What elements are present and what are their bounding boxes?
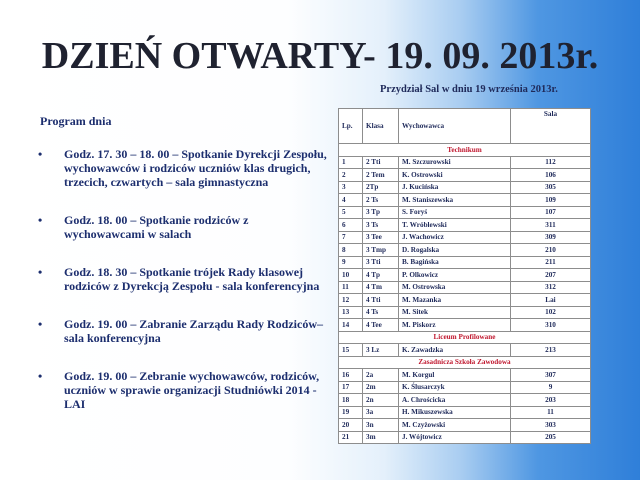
cell-lp: 16 xyxy=(339,369,363,382)
table-row xyxy=(339,194,591,207)
program-heading: Program dnia xyxy=(40,114,112,128)
table-row xyxy=(339,431,591,444)
program-list xyxy=(38,147,328,411)
section-name: Technikum xyxy=(339,144,591,157)
cell-lp: 18 xyxy=(339,394,363,407)
cell-sala: 213 xyxy=(511,344,591,357)
cell-klasa: 2 Tem xyxy=(363,169,399,182)
cell-lp: 3 xyxy=(339,181,363,194)
cell-lp: 5 xyxy=(339,206,363,219)
cell-sala: 207 xyxy=(511,269,591,282)
table-row xyxy=(339,319,591,332)
cell-wychowawca: M. Szczurowski xyxy=(399,156,511,169)
cell-klasa: 2m xyxy=(363,381,399,394)
bullet-icon: • xyxy=(38,213,43,227)
program-section xyxy=(38,114,328,435)
cell-klasa: 4 Ts xyxy=(363,306,399,319)
cell-klasa: 2a xyxy=(363,369,399,382)
bullet-icon: • xyxy=(38,147,43,161)
cell-klasa: 3n xyxy=(363,419,399,432)
cell-sala: 310 xyxy=(511,319,591,332)
cell-lp: 4 xyxy=(339,194,363,207)
table-row xyxy=(339,256,591,269)
cell-wychowawca: M. Sitek xyxy=(399,306,511,319)
cell-wychowawca: K. Ślusarczyk xyxy=(399,381,511,394)
cell-sala: 312 xyxy=(511,281,591,294)
program-item: • Godz. 18. 30 – Spotkanie trójek Rady klasowej rodziców z Dyrekcją Zespołu - sala konferencyjna xyxy=(38,265,320,293)
cell-klasa: 4 Tee xyxy=(363,319,399,332)
table-row xyxy=(339,181,591,194)
table-row xyxy=(339,269,591,282)
cell-wychowawca: D. Rogalska xyxy=(399,244,511,257)
program-item: • Godz. 17. 30 – 18. 00 – Spotkanie Dyrekcji Zespołu, wychowawców i rodziców uczniów klas drugich, trzecich, czwartych – sala gimnastyczna xyxy=(38,147,327,189)
cell-klasa: 2Tp xyxy=(363,181,399,194)
program-item: • Godz. 19. 00 – Zebranie wychowawców, rodziców, uczniów w sprawie organizacji Studniówki 2014 - LAI xyxy=(38,369,320,411)
cell-wychowawca: A. Chrościcka xyxy=(399,394,511,407)
cell-klasa: 3 Tmp xyxy=(363,244,399,257)
table-row xyxy=(339,294,591,307)
cell-sala: 203 xyxy=(511,394,591,407)
cell-klasa: 3 Tti xyxy=(363,256,399,269)
cell-wychowawca: M. Staniszewska xyxy=(399,194,511,207)
table-row xyxy=(339,406,591,419)
cell-sala: 112 xyxy=(511,156,591,169)
table-header-row xyxy=(339,109,591,144)
cell-klasa: 4 Tm xyxy=(363,281,399,294)
cell-wychowawca: T. Wróblewski xyxy=(399,219,511,232)
table-row xyxy=(339,381,591,394)
page-title: DZIEŃ OTWARTY- 19. 09. 2013r. xyxy=(41,35,599,77)
cell-sala: 9 xyxy=(511,381,591,394)
cell-wychowawca: K. Ostrowski xyxy=(399,169,511,182)
cell-lp: 13 xyxy=(339,306,363,319)
cell-wychowawca: B. Bagińska xyxy=(399,256,511,269)
table-row xyxy=(339,281,591,294)
cell-lp: 10 xyxy=(339,269,363,282)
cell-lp: 14 xyxy=(339,319,363,332)
cell-lp: 11 xyxy=(339,281,363,294)
cell-lp: 8 xyxy=(339,244,363,257)
cell-klasa: 4 Tp xyxy=(363,269,399,282)
table-row xyxy=(339,344,591,357)
header-wychowawca: Wychowawca xyxy=(399,109,511,144)
table-row xyxy=(339,156,591,169)
cell-klasa: 3 Tp xyxy=(363,206,399,219)
cell-sala: 307 xyxy=(511,369,591,382)
cell-lp: 6 xyxy=(339,219,363,232)
cell-wychowawca: M. Korgul xyxy=(399,369,511,382)
bullet-icon: • xyxy=(38,369,43,383)
cell-wychowawca: P. Olkowicz xyxy=(399,269,511,282)
cell-wychowawca: M. Czyżowski xyxy=(399,419,511,432)
cell-sala: 305 xyxy=(511,181,591,194)
cell-klasa: 3a xyxy=(363,406,399,419)
program-item: • Godz. 19. 00 – Zabranie Zarządu Rady Rodziców– sala konferencyjna xyxy=(38,317,324,345)
cell-lp: 2 xyxy=(339,169,363,182)
cell-lp: 21 xyxy=(339,431,363,444)
cell-sala: 303 xyxy=(511,419,591,432)
cell-sala: 210 xyxy=(511,244,591,257)
table-section-row xyxy=(339,144,591,157)
header-sala: Sala xyxy=(511,109,591,144)
cell-lp: 7 xyxy=(339,231,363,244)
cell-lp: 12 xyxy=(339,294,363,307)
table-row xyxy=(339,206,591,219)
cell-sala: 311 xyxy=(511,219,591,232)
cell-wychowawca: H. Mikuszewska xyxy=(399,406,511,419)
cell-wychowawca: M. Mazanka xyxy=(399,294,511,307)
table-row xyxy=(339,231,591,244)
table-row xyxy=(339,369,591,382)
program-item: • Godz. 18. 00 – Spotkanie rodziców z wychowawcami w salach xyxy=(38,213,249,241)
cell-lp: 9 xyxy=(339,256,363,269)
table-body xyxy=(339,144,591,444)
cell-klasa: 2 Ts xyxy=(363,194,399,207)
header-klasa: Klasa xyxy=(363,109,399,144)
cell-sala: Lai xyxy=(511,294,591,307)
section-name: Zasadnicza Szkoła Zawodowa xyxy=(339,356,591,369)
cell-sala: 107 xyxy=(511,206,591,219)
cell-klasa: 3 Ts xyxy=(363,219,399,232)
table-section-row xyxy=(339,331,591,344)
cell-lp: 19 xyxy=(339,406,363,419)
cell-lp: 1 xyxy=(339,156,363,169)
cell-lp: 17 xyxy=(339,381,363,394)
cell-wychowawca: M. Piskorz xyxy=(399,319,511,332)
table-row xyxy=(339,169,591,182)
cell-wychowawca: K. Zawadzka xyxy=(399,344,511,357)
table-row xyxy=(339,219,591,232)
cell-sala: 309 xyxy=(511,231,591,244)
cell-sala: 109 xyxy=(511,194,591,207)
cell-sala: 106 xyxy=(511,169,591,182)
cell-wychowawca: M. Ostrowska xyxy=(399,281,511,294)
cell-wychowawca: J. Kucińska xyxy=(399,181,511,194)
cell-klasa: 2n xyxy=(363,394,399,407)
bullet-icon: • xyxy=(38,265,43,279)
cell-sala: 11 xyxy=(511,406,591,419)
room-assignment-table-wrap xyxy=(338,108,590,444)
section-name: Liceum Profilowane xyxy=(339,331,591,344)
table-section-row xyxy=(339,356,591,369)
table-row xyxy=(339,244,591,257)
cell-klasa: 4 Tti xyxy=(363,294,399,307)
table-subtitle: Przydział Sal w dniu 19 września 2013r. xyxy=(380,84,558,95)
cell-wychowawca: S. Foryś xyxy=(399,206,511,219)
table-row xyxy=(339,419,591,432)
cell-wychowawca: J. Wójtowicz xyxy=(399,431,511,444)
table-row xyxy=(339,394,591,407)
cell-wychowawca: J. Wachowicz xyxy=(399,231,511,244)
cell-klasa: 3m xyxy=(363,431,399,444)
room-assignment-table xyxy=(338,108,591,444)
cell-sala: 102 xyxy=(511,306,591,319)
cell-sala: 211 xyxy=(511,256,591,269)
cell-klasa: 3 Lz xyxy=(363,344,399,357)
header-lp: Lp. xyxy=(339,109,363,144)
cell-klasa: 2 Tti xyxy=(363,156,399,169)
cell-lp: 15 xyxy=(339,344,363,357)
bullet-icon: • xyxy=(38,317,43,331)
cell-klasa: 3 Tee xyxy=(363,231,399,244)
table-row xyxy=(339,306,591,319)
cell-sala: 205 xyxy=(511,431,591,444)
cell-lp: 20 xyxy=(339,419,363,432)
